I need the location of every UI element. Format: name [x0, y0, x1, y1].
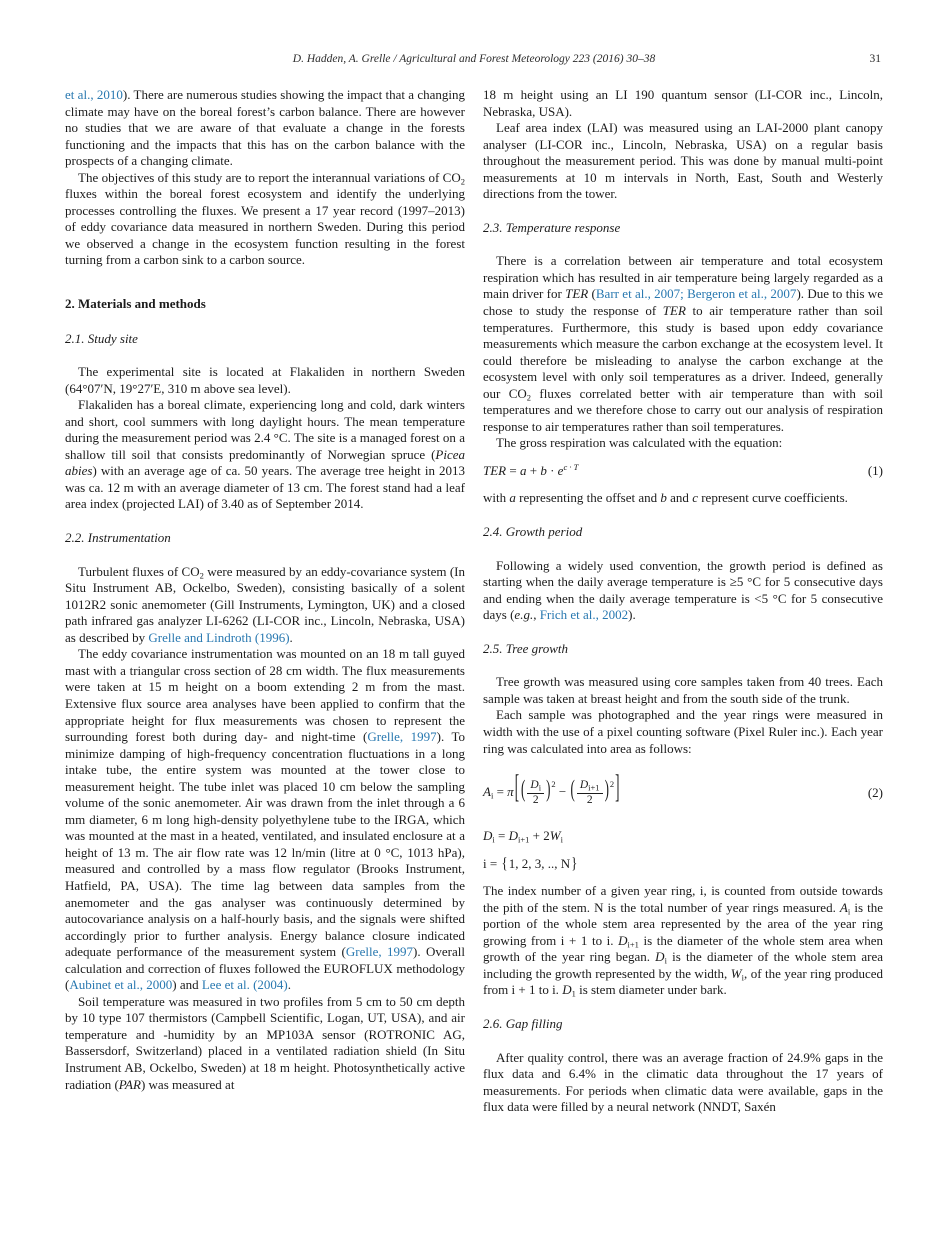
text-run: representing the offset and — [515, 490, 661, 506]
text-run: There is a correlation between air temperature and total ecosystem respiration which has resulted in air temperature being largely regarded as a main driver for — [483, 253, 883, 302]
left-column — [65, 87, 465, 1116]
text-run: ) was measured at — [140, 1076, 235, 1092]
paragraph — [483, 490, 883, 507]
text-run: The experimental site is located at Flakaliden in northern Sweden (64°07′N, 19°27′E, 310 m above sea level). — [65, 364, 465, 396]
text-run: A — [483, 784, 491, 800]
text-run: PAR — [118, 1076, 141, 1092]
text-run: a — [509, 490, 516, 506]
citation-link[interactable]: Grelle and Lindroth (1996) — [148, 629, 290, 645]
text-run: D — [579, 778, 589, 791]
section-heading: 2. Materials and methods — [65, 296, 206, 312]
equation-number: (2) — [867, 784, 883, 800]
text-run: The index number of a given year ring, i, is counted from outside towards the pith of the stem. N is the total number of year rings measured. — [483, 883, 883, 915]
text-run: Turbulent fluxes of CO — [78, 563, 200, 579]
text-run: After quality control, there was an average fraction of 24.9% gaps in the flux data and 6.4% in the climatic data throughout the 17 years of measurements. For periods when climatic data were available, gaps in the flux data were filled by a neural network (NNDT, Saxén — [483, 1049, 883, 1115]
text-run: ) and — [172, 977, 202, 993]
paragraph — [65, 994, 465, 1093]
text-run: ) — [604, 774, 609, 803]
equation-number: (1) — [867, 462, 883, 478]
text-run: Following a widely used convention, the growth period is defined as starting when the daily average temperature is ≥5 °C for 5 consecutive days and ending when the daily average temperature is <5 °C for 5 consecutive days ( — [483, 557, 883, 623]
subsection-heading: 2.3. Temperature response — [483, 219, 621, 235]
page-header — [65, 52, 883, 66]
text-run: 1 — [571, 988, 576, 999]
text-run: = — [506, 462, 520, 478]
text-run: fluxes correlated better with air temperature than with soil temperatures and we therefore chose to carry out our analysis of respiration response to air temperatures rather than soil temperatures. — [483, 385, 884, 434]
paragraph — [483, 558, 883, 624]
text-run: b — [660, 490, 667, 506]
subsection-heading: 2.5. Tree growth — [483, 640, 568, 656]
text-run: ) — [546, 774, 551, 803]
text-run: i+1 — [588, 782, 600, 793]
text-run: ( — [521, 774, 526, 803]
paragraph — [483, 883, 883, 999]
text-run: i — [492, 834, 495, 845]
text-run: represent curve coefficients. — [697, 490, 848, 506]
citation-link[interactable]: Grelle, 1997 — [367, 729, 437, 745]
text-run: TER — [483, 462, 507, 478]
text-run: 2 — [532, 794, 539, 807]
equation — [483, 463, 883, 480]
text-run: Tree growth was measured using core samples taken from 40 trees. Each sample was taken at breast height and from the south side of the trunk. — [483, 674, 883, 706]
text-run: 2 — [586, 794, 593, 807]
equation — [483, 828, 883, 845]
text-run: and — [666, 490, 693, 506]
text-run: Soil temperature was measured in two profiles from 5 cm to 50 cm depth by 10 type 107 thermistors (Campbell Scientific, Logan, UT, USA), and air temperature and -humidity by an MP103A sensor (ROTRONIC AG, Bassersdorf, Switzerland) placed in a ventilated radiation shield (In Situ Instrument AB, Ockelbo, Sweden) at 18 m height. Photosynthetically active radiation ( — [65, 993, 465, 1092]
text-run: The objectives of this study are to report the interannual variations of CO — [78, 169, 461, 185]
text-run: { — [501, 853, 508, 872]
text-run: i = — [483, 855, 501, 871]
text-run: − — [555, 784, 570, 800]
text-run: D — [618, 932, 628, 948]
text-run: i+1 — [627, 939, 639, 950]
right-column — [483, 87, 883, 1116]
text-run: i — [560, 834, 563, 845]
text-run: i — [538, 782, 542, 793]
text-run: W — [549, 828, 561, 844]
text-run: = — [494, 828, 509, 844]
text-run: i — [741, 972, 744, 983]
text-run: D — [562, 982, 572, 998]
text-run: i — [664, 955, 667, 966]
text-run: A — [839, 899, 848, 915]
text-run: i — [847, 906, 851, 917]
text-run: } — [571, 853, 578, 872]
paragraph — [65, 87, 465, 170]
page-body — [65, 52, 883, 1116]
paragraph — [65, 646, 465, 993]
text-run: W — [730, 965, 742, 981]
text-run: b — [540, 462, 547, 478]
text-run: e — [557, 462, 564, 478]
text-run: . — [287, 977, 292, 993]
text-run: [ — [514, 767, 520, 805]
text-run: + — [526, 462, 541, 478]
text-run: Flakaliden has a boreal climate, experiencing long and cold, dark winters and short, cool summers with long daylight hours. The mean temperature during the measurement period was 2.4 °C. The site is a managed forest on a shallow till soil that consists predominantly of Norwegian spruce ( — [65, 397, 465, 462]
text-run: to air temperature rather than soil temperatures. Furthermore, this study is based upon eddy covariance measurements which measure the carbon exchange at the ecosystem level. It could therefore be misleading to analyse the carbon exchange at the ecosystem level with only soil temperatures as a driver. Indeed, generally our CO — [483, 303, 883, 401]
text-run: fluxes within the boreal forest ecosystem and identify the underlying processes controlling the fluxes. We present a 17 year record (1997–2013) of eddy covariance data measured in northern Sweden. During this period we observed a change in the ecosystem function resulting in the forest turning from a carbon sink to a carbon source. — [65, 186, 465, 268]
text-run: c · T — [563, 461, 579, 472]
paragraph — [65, 397, 465, 513]
text-run: 2 — [526, 392, 532, 403]
text-run: is the diameter of the whole stem area when growth of the year ring began. — [483, 932, 883, 965]
paragraph — [65, 170, 465, 269]
paragraph — [483, 707, 883, 757]
paragraph — [65, 564, 465, 647]
paragraph — [483, 435, 883, 452]
paragraph — [65, 364, 465, 397]
paragraph — [483, 1050, 883, 1116]
text-run: 18 m height using an LI 190 quantum sensor (LI-COR inc., Lincoln, Nebraska, USA). — [483, 87, 883, 119]
text-run: c — [692, 490, 698, 506]
equation — [483, 767, 883, 813]
two-column-layout — [65, 87, 883, 1116]
text-run: is the portion of the whole stem area represented by the area of the year ring growing from i + 1 to i. — [483, 899, 883, 948]
text-run: + 2 — [529, 828, 550, 844]
text-run: 2 — [199, 570, 204, 581]
text-run: ). To minimize damping of high-frequency concentration fluctuations in a long intake tube, the entire system was mounted at the tower close to measurement height. The tube inlet was placed 10 cm below the sampling volume of the sonic anemometer. Air was drawn from the inlet through a 6 mm diameter, 6 m long high-density polyethylene tube to the IRGA, which was mounted at the mast in a heated, ventilated, and insulated enclosure at a height of 13 m. The air flow rate was 12 ln/min (litre at 0 °C, 1013 hPa), measured and controlled by a mass flow regulator (Brooks Instrument, Hatfield, PA, USA). The time lag between data samples from the anemometer and the gas analyser was continuously determined by autocovariance analysis on a half-hourly basis, and the signals were shifted accordingly prior to further analysis. Energy balance closure indicated adequate performance of the measurement system ( — [65, 729, 466, 960]
text-run: ( — [570, 774, 575, 803]
text-run: ] — [615, 767, 620, 805]
citation-link[interactable]: Lee et al. (2004) — [201, 977, 288, 993]
text-run: i — [490, 790, 494, 801]
text-run: is stem diameter under bark. — [575, 982, 727, 998]
text-run: D — [530, 778, 539, 791]
equation-body — [483, 463, 578, 480]
text-run: e.g. — [514, 607, 534, 623]
text-run: ). There are numerous studies showing the impact that a changing climate may have on the boreal forest’s carbon balance. There are however no studies that we are aware of that evaluate a change in the forests functioning and the impacts that this has on the carbon balance with the prospects of a changing climate. — [65, 87, 466, 169]
text-run: Picea abies — [65, 446, 465, 479]
text-run: 2 — [609, 779, 615, 790]
text-run: , — [533, 607, 540, 623]
fraction — [577, 779, 603, 807]
paragraph — [483, 674, 883, 707]
text-run: is the diameter of the whole stem area including the growth represented by the width, — [483, 949, 884, 981]
fraction — [527, 779, 544, 807]
text-run: . — [289, 629, 293, 645]
text-run: TER — [565, 286, 589, 302]
text-run: with — [483, 490, 510, 506]
citation-link[interactable]: Aubinet et al., 2000 — [69, 977, 173, 993]
subsection-heading: 2.2. Instrumentation — [65, 530, 171, 546]
equation — [483, 853, 883, 873]
text-run: ). Overall calculation and correction of fluxes followed the EUROFLUX methodology ( — [65, 944, 465, 993]
paragraph — [483, 253, 883, 435]
running-title: D. Hadden, A. Grelle / Agricultural and Forest Meteorology 223 (2016) 30–38 — [292, 53, 656, 65]
subsection-heading: 2.4. Growth period — [483, 524, 583, 540]
text-run: i+1 — [518, 834, 530, 845]
text-run: 2 — [460, 176, 465, 187]
text-run: π — [507, 784, 514, 800]
equation-body — [483, 853, 578, 873]
text-run: = — [493, 784, 508, 800]
text-run: , of the year ring produced from i + 1 to i. — [483, 965, 883, 998]
text-run: a — [519, 462, 527, 478]
text-run: TER — [662, 303, 686, 319]
text-run: Each sample was photographed and the year rings were measured in width with the use of a pixel counting software (Pixel Ruler inc.). Each year ring was calculated into area as follows: — [483, 707, 883, 756]
text-run: · — [546, 462, 558, 478]
text-run: ) with an average age of ca. 50 years. The average tree height in 2013 was ca. 12 m with an average diameter of 13 cm. The forest stand had a leaf area index (projected LAI) of 3.40 as of September 2014. — [65, 463, 465, 512]
text-run: ). Due to this we chose to study the response of — [483, 286, 883, 319]
text-run: The eddy covariance instrumentation was mounted on an 18 m tall guyed mast with a triangular cross section of 28 cm width. The flux measurements were taken at 15 m height on a boom extending 2 m from the mast. Extensive flux source area analyses have been applied to confirm that the appropriate height for flux measurements was chosen to represent the surrounding forest both during day- and night-time ( — [65, 646, 465, 745]
citation-link[interactable]: et al., 2010 — [65, 87, 123, 102]
equation-body — [483, 828, 563, 845]
text-run: ( — [588, 286, 596, 302]
citation-link[interactable]: Barr et al., 2007; Bergeron et al., 2007 — [595, 286, 797, 302]
text-run: Leaf area index (LAI) was measured using an LAI-2000 plant canopy analyser (LI-COR inc., Lincoln, Nebraska, USA) on a regular basis throughout the measurement period. This was done by manual multi-point measurements at 10 m intervals in North, East, South and Westerly directions from the tower. — [483, 120, 883, 202]
text-run: D — [508, 828, 518, 844]
paragraph — [483, 87, 883, 120]
text-run: D — [655, 949, 665, 965]
text-run: 2 — [551, 779, 556, 790]
page-number: 31 — [869, 53, 881, 65]
subsection-heading: 2.1. Study site — [65, 330, 138, 346]
text-run: The gross respiration was calculated with the equation: — [496, 435, 783, 451]
text-run: were measured by an eddy-covariance system (In Situ Instrument AB, Ockelbo, Sweden), consisting basically of a solent 1012R2 sonic anemometer (Gill Instruments, Lymington, UK) and a closed path infrared gas analyzer LI-6262 (LI-COR inc., Lincoln, Nebraska, USA) as described by — [65, 563, 466, 645]
citation-link[interactable]: Frich et al., 2002 — [539, 607, 629, 623]
text-run: ). — [628, 607, 636, 623]
paragraph — [483, 120, 883, 203]
text-run: D — [483, 828, 493, 844]
equation-body — [483, 767, 621, 813]
citation-link[interactable]: Grelle, 1997 — [345, 944, 414, 960]
subsection-heading: 2.6. Gap filling — [483, 1015, 563, 1031]
text-run: 1, 2, 3, .., N — [508, 855, 571, 871]
